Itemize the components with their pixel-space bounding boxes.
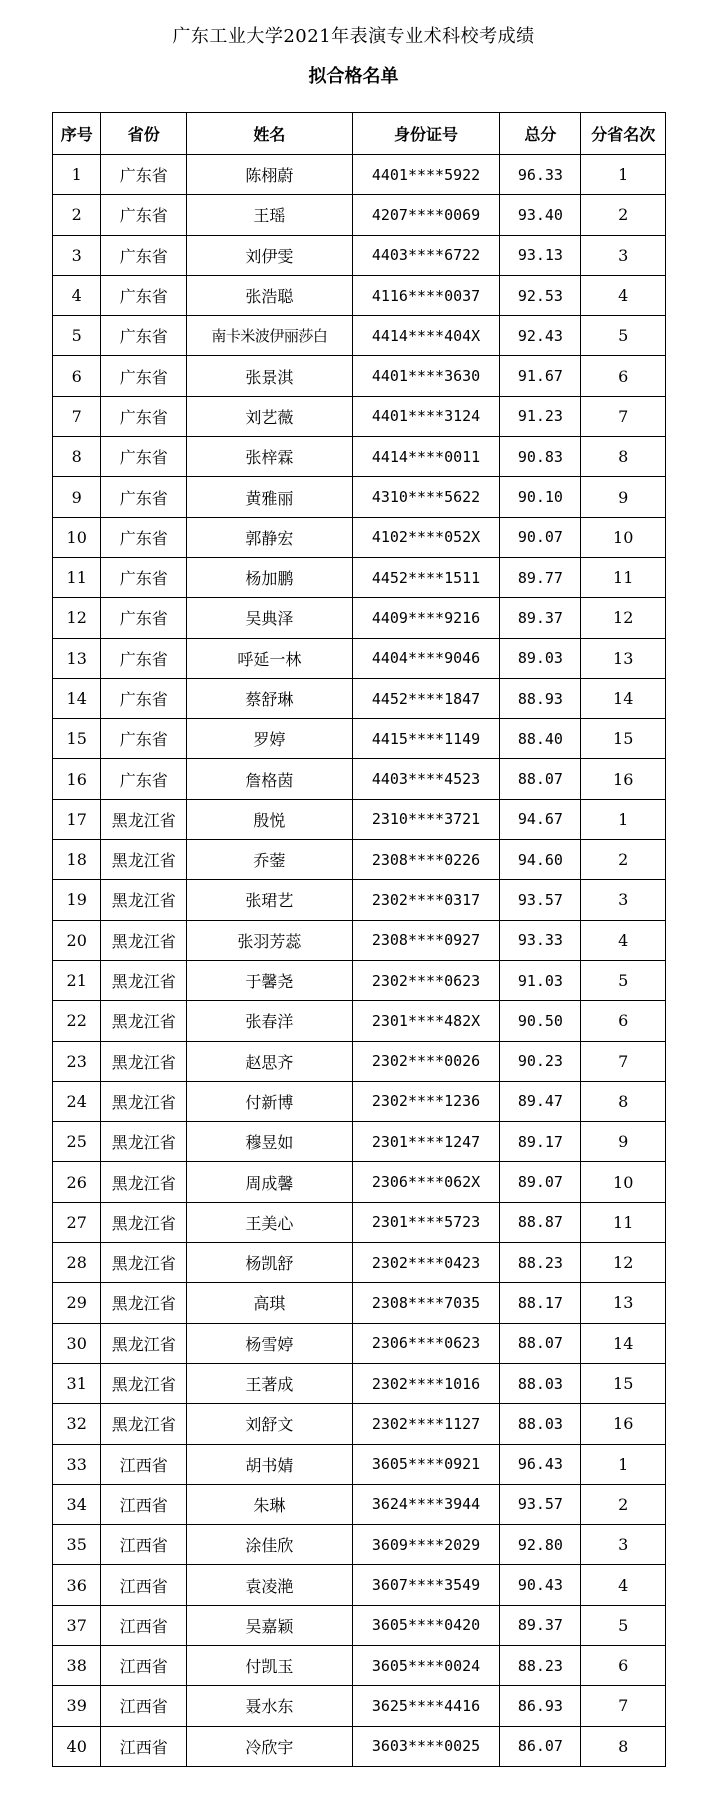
cell-province-rank: 10 [581, 517, 666, 557]
cell-index: 33 [53, 1444, 101, 1484]
header-name: 姓名 [187, 113, 353, 155]
cell-province-rank: 14 [581, 1323, 666, 1363]
cell-name: 张春洋 [187, 1001, 353, 1041]
cell-province: 江西省 [101, 1525, 187, 1565]
cell-index: 6 [53, 356, 101, 396]
cell-total-score: 88.23 [500, 1243, 581, 1283]
cell-province: 黑龙江省 [101, 1041, 187, 1081]
cell-province: 黑龙江省 [101, 1162, 187, 1202]
cell-name: 刘伊雯 [187, 235, 353, 275]
cell-name: 刘舒文 [187, 1404, 353, 1444]
cell-total-score: 90.43 [500, 1565, 581, 1605]
cell-id-number: 4401****5922 [352, 155, 500, 195]
cell-id-number: 2302****1127 [352, 1404, 500, 1444]
header-province: 省份 [101, 113, 187, 155]
cell-province-rank: 11 [581, 1202, 666, 1242]
cell-index: 16 [53, 759, 101, 799]
cell-province: 广东省 [101, 477, 187, 517]
cell-index: 14 [53, 678, 101, 718]
cell-province-rank: 3 [581, 880, 666, 920]
cell-index: 5 [53, 316, 101, 356]
cell-province-rank: 16 [581, 1404, 666, 1444]
cell-index: 3 [53, 235, 101, 275]
cell-total-score: 88.87 [500, 1202, 581, 1242]
cell-province-rank: 2 [581, 1484, 666, 1524]
cell-total-score: 92.80 [500, 1525, 581, 1565]
cell-index: 2 [53, 195, 101, 235]
cell-index: 40 [53, 1726, 101, 1766]
cell-index: 13 [53, 638, 101, 678]
cell-total-score: 88.23 [500, 1645, 581, 1685]
cell-total-score: 88.07 [500, 759, 581, 799]
cell-total-score: 88.93 [500, 678, 581, 718]
table-row [53, 477, 666, 517]
cell-id-number: 4409****9216 [352, 598, 500, 638]
cell-id-number: 4415****1149 [352, 719, 500, 759]
cell-id-number: 4102****052X [352, 517, 500, 557]
cell-province: 广东省 [101, 638, 187, 678]
table-body [53, 155, 666, 1767]
cell-province-rank: 12 [581, 1243, 666, 1283]
cell-total-score: 89.37 [500, 598, 581, 638]
cell-province-rank: 13 [581, 638, 666, 678]
cell-index: 1 [53, 155, 101, 195]
cell-name: 袁凌滟 [187, 1565, 353, 1605]
cell-name: 罗婷 [187, 719, 353, 759]
cell-province: 江西省 [101, 1444, 187, 1484]
cell-index: 8 [53, 437, 101, 477]
cell-name: 涂佳欣 [187, 1525, 353, 1565]
cell-id-number: 2302****1016 [352, 1363, 500, 1403]
cell-index: 25 [53, 1122, 101, 1162]
cell-province: 黑龙江省 [101, 840, 187, 880]
cell-index: 35 [53, 1525, 101, 1565]
cell-id-number: 2301****5723 [352, 1202, 500, 1242]
cell-province-rank: 5 [581, 1605, 666, 1645]
cell-total-score: 89.47 [500, 1081, 581, 1121]
cell-name: 王瑶 [187, 195, 353, 235]
cell-total-score: 86.07 [500, 1726, 581, 1766]
table-row [53, 719, 666, 759]
cell-index: 19 [53, 880, 101, 920]
cell-province: 黑龙江省 [101, 1001, 187, 1041]
cell-province: 广东省 [101, 356, 187, 396]
cell-province: 黑龙江省 [101, 920, 187, 960]
cell-name: 张羽芳蕊 [187, 920, 353, 960]
cell-province-rank: 8 [581, 1081, 666, 1121]
table-row [53, 1686, 666, 1726]
cell-id-number: 4452****1847 [352, 678, 500, 718]
table-row [53, 759, 666, 799]
cell-id-number: 2306****0623 [352, 1323, 500, 1363]
cell-name: 胡书婧 [187, 1444, 353, 1484]
cell-id-number: 3605****0024 [352, 1645, 500, 1685]
cell-total-score: 88.03 [500, 1404, 581, 1444]
cell-province: 黑龙江省 [101, 1081, 187, 1121]
cell-province-rank: 1 [581, 799, 666, 839]
table-header-row [53, 113, 666, 155]
cell-total-score: 91.67 [500, 356, 581, 396]
cell-province: 江西省 [101, 1605, 187, 1645]
cell-province-rank: 8 [581, 1726, 666, 1766]
cell-name: 殷悦 [187, 799, 353, 839]
cell-province: 广东省 [101, 155, 187, 195]
cell-province: 黑龙江省 [101, 799, 187, 839]
cell-total-score: 89.03 [500, 638, 581, 678]
cell-province: 江西省 [101, 1726, 187, 1766]
cell-name: 陈栩蔚 [187, 155, 353, 195]
cell-id-number: 3607****3549 [352, 1565, 500, 1605]
table-row [53, 1726, 666, 1766]
cell-province: 黑龙江省 [101, 1243, 187, 1283]
cell-id-number: 2302****0317 [352, 880, 500, 920]
cell-index: 36 [53, 1565, 101, 1605]
cell-index: 34 [53, 1484, 101, 1524]
cell-name: 王著成 [187, 1363, 353, 1403]
table-row [53, 1484, 666, 1524]
table-row [53, 1122, 666, 1162]
cell-index: 12 [53, 598, 101, 638]
table-row [53, 235, 666, 275]
cell-total-score: 88.17 [500, 1283, 581, 1323]
table-row [53, 1001, 666, 1041]
cell-id-number: 2301****1247 [352, 1122, 500, 1162]
table-row [53, 155, 666, 195]
cell-index: 24 [53, 1081, 101, 1121]
cell-province-rank: 9 [581, 1122, 666, 1162]
cell-index: 23 [53, 1041, 101, 1081]
cell-id-number: 3603****0025 [352, 1726, 500, 1766]
cell-id-number: 2302****1236 [352, 1081, 500, 1121]
table-row [53, 799, 666, 839]
cell-id-number: 2310****3721 [352, 799, 500, 839]
cell-province: 黑龙江省 [101, 1404, 187, 1444]
cell-name: 吴典泽 [187, 598, 353, 638]
cell-province-rank: 11 [581, 557, 666, 597]
cell-total-score: 96.43 [500, 1444, 581, 1484]
cell-name: 南卡米波伊丽莎白 [187, 316, 353, 356]
table-row [53, 960, 666, 1000]
cell-name: 杨雪婷 [187, 1323, 353, 1363]
cell-province: 广东省 [101, 316, 187, 356]
cell-province: 广东省 [101, 557, 187, 597]
table-row [53, 678, 666, 718]
cell-province: 广东省 [101, 437, 187, 477]
cell-id-number: 2308****7035 [352, 1283, 500, 1323]
cell-name: 聂水东 [187, 1686, 353, 1726]
cell-province: 广东省 [101, 719, 187, 759]
cell-name: 赵思齐 [187, 1041, 353, 1081]
table-row [53, 316, 666, 356]
cell-id-number: 2301****482X [352, 1001, 500, 1041]
table-row [53, 598, 666, 638]
cell-province-rank: 9 [581, 477, 666, 517]
cell-total-score: 90.07 [500, 517, 581, 557]
cell-total-score: 89.07 [500, 1162, 581, 1202]
cell-province-rank: 6 [581, 356, 666, 396]
header-id-number: 身份证号 [352, 113, 500, 155]
table-row [53, 1243, 666, 1283]
cell-id-number: 2302****0623 [352, 960, 500, 1000]
cell-name: 王美心 [187, 1202, 353, 1242]
cell-province-rank: 1 [581, 155, 666, 195]
header-index: 序号 [53, 113, 101, 155]
cell-total-score: 90.10 [500, 477, 581, 517]
cell-id-number: 2302****0423 [352, 1243, 500, 1283]
cell-province-rank: 10 [581, 1162, 666, 1202]
cell-id-number: 2302****0026 [352, 1041, 500, 1081]
cell-id-number: 4414****0011 [352, 437, 500, 477]
table-row [53, 1605, 666, 1645]
cell-id-number: 3609****2029 [352, 1525, 500, 1565]
cell-index: 31 [53, 1363, 101, 1403]
cell-total-score: 86.93 [500, 1686, 581, 1726]
cell-total-score: 93.57 [500, 880, 581, 920]
cell-name: 张浩聪 [187, 275, 353, 315]
cell-id-number: 2308****0927 [352, 920, 500, 960]
cell-province-rank: 4 [581, 920, 666, 960]
cell-province: 广东省 [101, 759, 187, 799]
cell-province-rank: 14 [581, 678, 666, 718]
cell-index: 20 [53, 920, 101, 960]
scores-table [52, 112, 666, 1767]
cell-total-score: 89.17 [500, 1122, 581, 1162]
cell-total-score: 88.40 [500, 719, 581, 759]
cell-province-rank: 7 [581, 396, 666, 436]
cell-name: 付新博 [187, 1081, 353, 1121]
cell-province-rank: 15 [581, 1363, 666, 1403]
cell-province: 广东省 [101, 195, 187, 235]
cell-id-number: 2306****062X [352, 1162, 500, 1202]
cell-index: 15 [53, 719, 101, 759]
cell-province: 黑龙江省 [101, 880, 187, 920]
cell-id-number: 3624****3944 [352, 1484, 500, 1524]
cell-name: 乔蓥 [187, 840, 353, 880]
cell-id-number: 3605****0921 [352, 1444, 500, 1484]
table-row [53, 356, 666, 396]
cell-total-score: 94.60 [500, 840, 581, 880]
table-row [53, 1202, 666, 1242]
document-title: 广东工业大学2021年表演专业术科校考成绩 [172, 26, 535, 47]
cell-province: 黑龙江省 [101, 1363, 187, 1403]
cell-index: 32 [53, 1404, 101, 1444]
table-row [53, 1041, 666, 1081]
table-row [53, 1404, 666, 1444]
table-row [53, 1444, 666, 1484]
cell-province: 黑龙江省 [101, 1283, 187, 1323]
cell-id-number: 4207****0069 [352, 195, 500, 235]
cell-name: 张珺艺 [187, 880, 353, 920]
cell-province: 黑龙江省 [101, 960, 187, 1000]
cell-name: 付凯玉 [187, 1645, 353, 1685]
document-subtitle: 拟合格名单 [308, 66, 399, 87]
cell-province-rank: 13 [581, 1283, 666, 1323]
cell-id-number: 4401****3630 [352, 356, 500, 396]
cell-province-rank: 12 [581, 598, 666, 638]
cell-province-rank: 8 [581, 437, 666, 477]
cell-province: 江西省 [101, 1484, 187, 1524]
cell-index: 17 [53, 799, 101, 839]
cell-id-number: 3605****0420 [352, 1605, 500, 1645]
cell-index: 27 [53, 1202, 101, 1242]
cell-total-score: 93.40 [500, 195, 581, 235]
cell-province-rank: 16 [581, 759, 666, 799]
table-row [53, 840, 666, 880]
cell-id-number: 4452****1511 [352, 557, 500, 597]
table-row [53, 1565, 666, 1605]
cell-province-rank: 15 [581, 719, 666, 759]
cell-total-score: 92.53 [500, 275, 581, 315]
table-row [53, 1162, 666, 1202]
cell-total-score: 88.07 [500, 1323, 581, 1363]
cell-province-rank: 4 [581, 275, 666, 315]
cell-province-rank: 1 [581, 1444, 666, 1484]
cell-id-number: 4414****404X [352, 316, 500, 356]
cell-name: 吴嘉颖 [187, 1605, 353, 1645]
cell-index: 39 [53, 1686, 101, 1726]
cell-index: 18 [53, 840, 101, 880]
cell-total-score: 88.03 [500, 1363, 581, 1403]
cell-name: 于馨尧 [187, 960, 353, 1000]
cell-name: 呼延一林 [187, 638, 353, 678]
cell-total-score: 90.50 [500, 1001, 581, 1041]
table-row [53, 557, 666, 597]
cell-province-rank: 6 [581, 1001, 666, 1041]
cell-province: 广东省 [101, 275, 187, 315]
cell-index: 22 [53, 1001, 101, 1041]
cell-total-score: 96.33 [500, 155, 581, 195]
cell-index: 29 [53, 1283, 101, 1323]
cell-id-number: 4401****3124 [352, 396, 500, 436]
table-row [53, 1363, 666, 1403]
cell-index: 11 [53, 557, 101, 597]
cell-province-rank: 5 [581, 960, 666, 1000]
cell-index: 21 [53, 960, 101, 1000]
table-row [53, 195, 666, 235]
cell-index: 26 [53, 1162, 101, 1202]
cell-province-rank: 7 [581, 1686, 666, 1726]
cell-province-rank: 3 [581, 235, 666, 275]
cell-total-score: 90.83 [500, 437, 581, 477]
cell-name: 高琪 [187, 1283, 353, 1323]
table-row [53, 1283, 666, 1323]
cell-province-rank: 3 [581, 1525, 666, 1565]
cell-province: 黑龙江省 [101, 1323, 187, 1363]
cell-province: 广东省 [101, 517, 187, 557]
cell-name: 朱琳 [187, 1484, 353, 1524]
cell-index: 9 [53, 477, 101, 517]
table-row [53, 1525, 666, 1565]
cell-index: 4 [53, 275, 101, 315]
cell-id-number: 4403****6722 [352, 235, 500, 275]
table-row [53, 920, 666, 960]
table-row [53, 275, 666, 315]
cell-province-rank: 2 [581, 195, 666, 235]
cell-total-score: 91.23 [500, 396, 581, 436]
table-row [53, 638, 666, 678]
cell-total-score: 93.33 [500, 920, 581, 960]
cell-total-score: 90.23 [500, 1041, 581, 1081]
cell-total-score: 94.67 [500, 799, 581, 839]
cell-province-rank: 4 [581, 1565, 666, 1605]
cell-id-number: 2308****0226 [352, 840, 500, 880]
cell-name: 郭静宏 [187, 517, 353, 557]
cell-name: 刘艺薇 [187, 396, 353, 436]
cell-name: 张景淇 [187, 356, 353, 396]
cell-total-score: 91.03 [500, 960, 581, 1000]
cell-name: 冷欣宇 [187, 1726, 353, 1766]
cell-total-score: 89.37 [500, 1605, 581, 1645]
cell-index: 30 [53, 1323, 101, 1363]
table-row [53, 517, 666, 557]
cell-province: 江西省 [101, 1565, 187, 1605]
cell-index: 28 [53, 1243, 101, 1283]
cell-index: 7 [53, 396, 101, 436]
table-row [53, 437, 666, 477]
table-row [53, 1323, 666, 1363]
cell-name: 周成馨 [187, 1162, 353, 1202]
cell-name: 詹格茵 [187, 759, 353, 799]
cell-index: 38 [53, 1645, 101, 1685]
cell-id-number: 4310****5622 [352, 477, 500, 517]
cell-province: 广东省 [101, 235, 187, 275]
cell-province: 广东省 [101, 598, 187, 638]
cell-province: 江西省 [101, 1686, 187, 1726]
cell-total-score: 89.77 [500, 557, 581, 597]
cell-total-score: 93.13 [500, 235, 581, 275]
cell-name: 穆昱如 [187, 1122, 353, 1162]
cell-province-rank: 6 [581, 1645, 666, 1685]
cell-name: 蔡舒琳 [187, 678, 353, 718]
cell-province: 黑龙江省 [101, 1202, 187, 1242]
cell-total-score: 92.43 [500, 316, 581, 356]
table-row [53, 1081, 666, 1121]
cell-name: 张梓霖 [187, 437, 353, 477]
table-row [53, 1645, 666, 1685]
cell-index: 37 [53, 1605, 101, 1645]
cell-id-number: 4403****4523 [352, 759, 500, 799]
cell-id-number: 3625****4416 [352, 1686, 500, 1726]
cell-name: 杨凯舒 [187, 1243, 353, 1283]
cell-province: 广东省 [101, 678, 187, 718]
table-row [53, 396, 666, 436]
cell-name: 杨加鹏 [187, 557, 353, 597]
cell-total-score: 93.57 [500, 1484, 581, 1524]
cell-province-rank: 5 [581, 316, 666, 356]
cell-name: 黄雅丽 [187, 477, 353, 517]
cell-province: 广东省 [101, 396, 187, 436]
table-row [53, 880, 666, 920]
cell-province-rank: 7 [581, 1041, 666, 1081]
header-total-score: 总分 [500, 113, 581, 155]
header-province-rank: 分省名次 [581, 113, 666, 155]
cell-id-number: 4404****9046 [352, 638, 500, 678]
cell-province-rank: 2 [581, 840, 666, 880]
cell-id-number: 4116****0037 [352, 275, 500, 315]
cell-province: 黑龙江省 [101, 1122, 187, 1162]
cell-index: 10 [53, 517, 101, 557]
cell-province: 江西省 [101, 1645, 187, 1685]
